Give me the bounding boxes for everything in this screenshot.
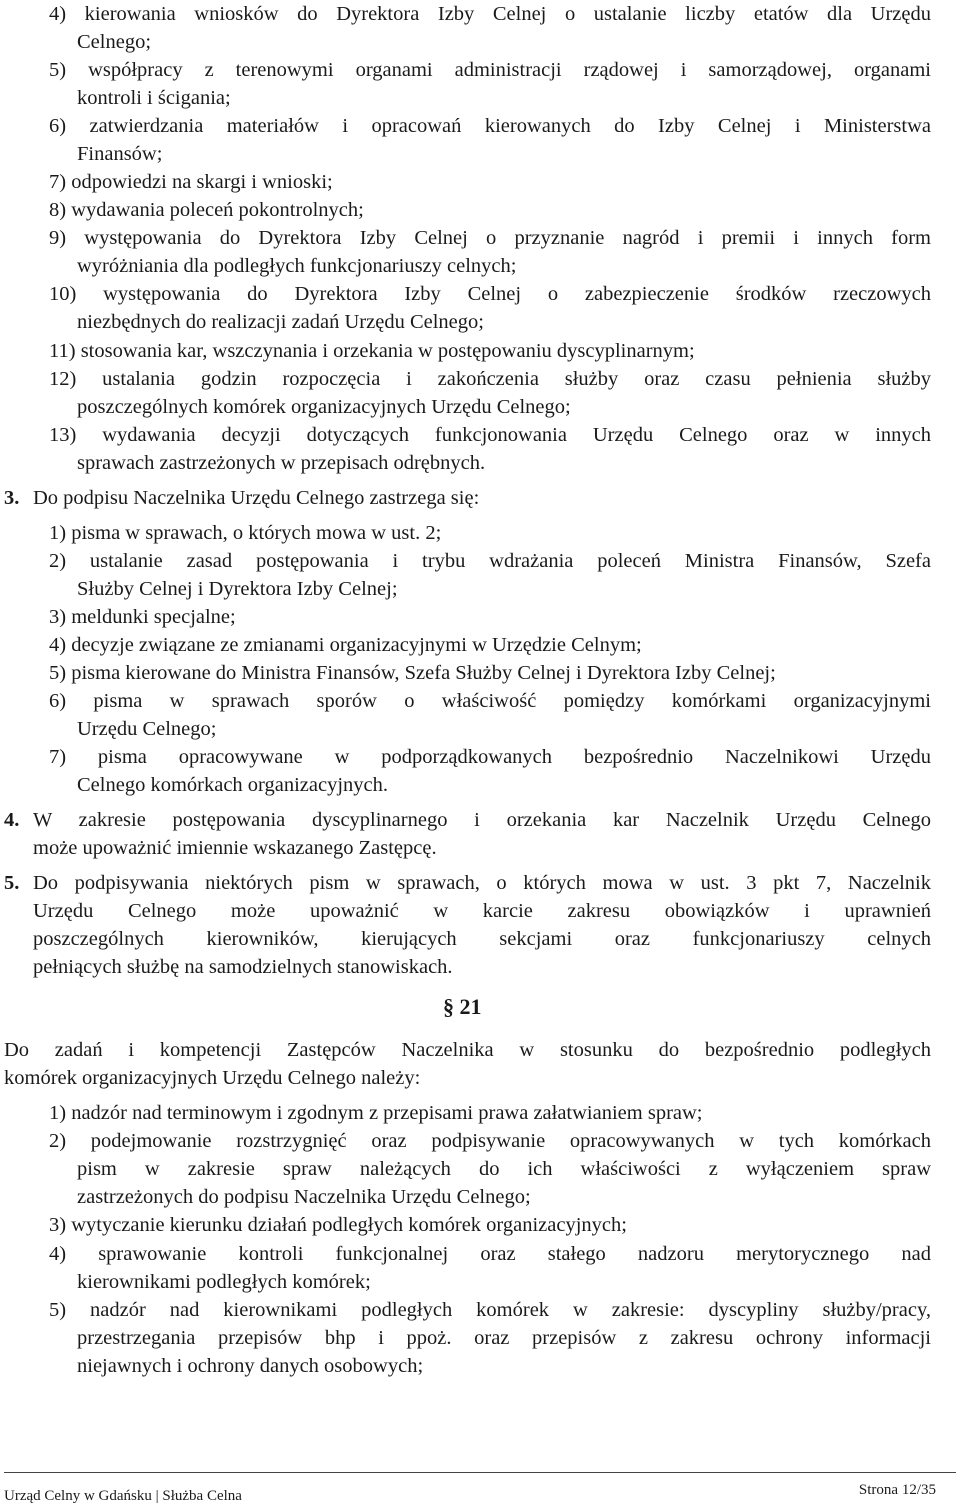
- text-line: [49, 1099, 703, 1127]
- line-text: 11) stosowania kar, wszczynania i orzekania w postępowaniu dyscyplinarnym;: [49, 340, 695, 362]
- text-line: [49, 0, 931, 28]
- footer-page-number: Strona 12/35: [858, 1482, 936, 1498]
- text-line: [49, 112, 931, 140]
- line-text: kontroli i ścigania;: [77, 87, 231, 109]
- text-line: [33, 925, 931, 953]
- text-line: [77, 140, 162, 168]
- line-text: 5) pisma kierowane do Ministra Finansów, Szefa Służby Celnej i Dyrektora Izby Celnej;: [49, 662, 776, 684]
- line-text: 1) nadzór nad terminowym i zgodnym z przepisami prawa załatwianiem spraw;: [49, 1102, 703, 1124]
- paragraph-number: 4.: [4, 809, 20, 831]
- text-line: [49, 547, 931, 575]
- text-line: [49, 280, 931, 308]
- line-text: Urzędu Celnego może upoważnić w karcie zakresu obowiązków i uprawnień: [33, 900, 931, 922]
- line-text: przestrzegania przepisów bhp i ppoż. oraz przepisów z zakresu ochrony informacji: [77, 1327, 931, 1349]
- text-line: [49, 743, 931, 771]
- line-text: 8) wydawania poleceń pokontrolnych;: [49, 199, 364, 221]
- line-text: Finansów;: [77, 143, 163, 165]
- text-line: [4, 806, 931, 834]
- line-text: 4) decyzje związane ze zmianami organizacyjnymi w Urzędzie Celnym;: [49, 634, 642, 656]
- line-text: 4) kierowania wniosków do Dyrektora Izby Celnej o ustalanie liczby etatów dla Urzędu: [49, 3, 931, 25]
- text-line: [77, 1352, 423, 1380]
- text-line: [77, 449, 485, 477]
- line-text: 12) ustalania godzin rozpoczęcia i zakończenia służby oraz czasu pełnienia służby: [49, 368, 931, 390]
- text-line: [77, 84, 231, 112]
- line-text: 10) występowania do Dyrektora Izby Celnej o zabezpieczenie środków rzeczowych: [49, 283, 931, 305]
- text-line: [4, 869, 931, 897]
- text-line: [4, 1036, 931, 1064]
- text-line: [49, 337, 695, 365]
- text-line: [77, 252, 516, 280]
- text-line: [49, 421, 931, 449]
- line-text: Celnego komórkach organizacyjnych.: [77, 774, 389, 796]
- section-symbol: §: [443, 994, 454, 1019]
- line-text: 1) pisma w sprawach, o których mowa w ust. 2;: [49, 522, 442, 544]
- line-text: pełniących służbę na samodzielnych stanowiskach.: [33, 956, 453, 978]
- line-text: Celnego;: [77, 31, 152, 53]
- line-text: wyróżniania dla podległych funkcjonariuszy celnych;: [77, 255, 517, 277]
- line-text: niezbędnych do realizacji zadań Urzędu Celnego;: [77, 311, 484, 333]
- line-text: W zakresie postępowania dyscyplinarnego i orzekania kar Naczelnik Urzędu Celnego: [33, 809, 931, 831]
- line-text: poszczególnych komórek organizacyjnych Urzędu Celnego;: [77, 396, 571, 418]
- text-line: [49, 631, 642, 659]
- text-line: [49, 1296, 931, 1324]
- text-line: [77, 308, 484, 336]
- text-line: [49, 1240, 931, 1268]
- line-text: 5) nadzór nad kierownikami podległych komórek w zakresie: dyscypliny służby/pracy,: [49, 1299, 931, 1321]
- text-line: [77, 28, 151, 56]
- text-line: [33, 897, 931, 925]
- text-line: [33, 834, 437, 862]
- line-text: Do zadań i kompetencji Zastępców Naczelnika w stosunku do bezpośrednio podległych: [4, 1039, 931, 1061]
- line-text: 6) zatwierdzania materiałów i opracowań kierowanych do Izby Celnej i Ministerstwa: [49, 115, 931, 137]
- text-line: [77, 1155, 931, 1183]
- text-line: [77, 1183, 531, 1211]
- line-text: niejawnych i ochrony danych osobowych;: [77, 1355, 424, 1377]
- line-text: 7) odpowiedzi na skargi i wnioski;: [49, 171, 333, 193]
- text-line: [49, 224, 931, 252]
- line-text: pism w zakresie spraw należących do ich właściwości z wyłączeniem spraw: [77, 1158, 931, 1180]
- line-text: Do podpisu Naczelnika Urzędu Celnego zastrzega się:: [33, 487, 480, 509]
- text-line: [49, 603, 236, 631]
- line-text: Służby Celnej i Dyrektora Izby Celnej;: [77, 578, 398, 600]
- line-text: poszczególnych kierowników, kierujących sekcjami oraz funkcjonariuszy celnych: [33, 928, 931, 950]
- text-line: [77, 1268, 371, 1296]
- footer-divider: [4, 1472, 956, 1473]
- paragraph-number: 5.: [4, 872, 20, 894]
- text-line: [49, 519, 441, 547]
- line-text: 4) sprawowanie kontroli funkcjonalnej oraz stałego nadzoru merytorycznego nad: [49, 1243, 931, 1265]
- line-text: 9) występowania do Dyrektora Izby Celnej o przyznanie nagród i premii i innych form: [49, 227, 931, 249]
- line-text: 2) podejmowanie rozstrzygnięć oraz podpisywanie opracowywanych w tych komórkach: [49, 1130, 931, 1152]
- line-text: zastrzeżonych do podpisu Naczelnika Urzędu Celnego;: [77, 1186, 531, 1208]
- line-text: kierownikami podległych komórek;: [77, 1271, 371, 1293]
- line-text: sprawach zastrzeżonych w przepisach odrębnych.: [77, 452, 486, 474]
- text-line: [49, 196, 364, 224]
- section-number: 21: [459, 994, 482, 1019]
- line-text: 3) wytyczanie kierunku działań podległych komórek organizacyjnych;: [49, 1214, 627, 1236]
- line-text: 6) pisma w sprawach sporów o właściwość pomiędzy komórkami organizacyjnymi: [49, 690, 931, 712]
- text-line: [49, 168, 333, 196]
- section-heading: [443, 994, 482, 1020]
- text-line: [49, 659, 776, 687]
- line-text: 2) ustalanie zasad postępowania i trybu wdrażania poleceń Ministra Finansów, Szefa: [49, 550, 931, 572]
- line-text: może upoważnić imiennie wskazanego Zastępcę.: [33, 837, 437, 859]
- text-line: [49, 1127, 931, 1155]
- text-line: [49, 1211, 627, 1239]
- text-line: [77, 1324, 931, 1352]
- text-line: [33, 953, 453, 981]
- line-text: 5) współpracy z terenowymi organami administracji rządowej i samorządowej, organami: [49, 59, 931, 81]
- text-line: [49, 56, 931, 84]
- text-line: [77, 771, 388, 799]
- text-line: [49, 687, 931, 715]
- line-text: 7) pisma opracowywane w podporządkowanych bezpośrednio Naczelnikowi Urzędu: [49, 746, 931, 768]
- line-text: 3) meldunki specjalne;: [49, 606, 236, 628]
- line-text: Do podpisywania niektórych pism w sprawach, o których mowa w ust. 3 pkt 7, Naczelnik: [33, 872, 931, 894]
- paragraph-number: 3.: [4, 487, 20, 509]
- line-text: komórek organizacyjnych Urzędu Celnego należy:: [4, 1067, 421, 1089]
- line-text: Urzędu Celnego;: [77, 718, 217, 740]
- line-text: 13) wydawania decyzji dotyczących funkcjonowania Urzędu Celnego oraz w innych: [49, 424, 931, 446]
- footer-office-name: Urząd Celny w Gdańsku | Służba Celna: [4, 1488, 242, 1504]
- text-line: [77, 715, 216, 743]
- text-line: [49, 365, 931, 393]
- text-line: [4, 484, 480, 512]
- text-line: [4, 1064, 420, 1092]
- text-line: [77, 393, 571, 421]
- text-line: [77, 575, 398, 603]
